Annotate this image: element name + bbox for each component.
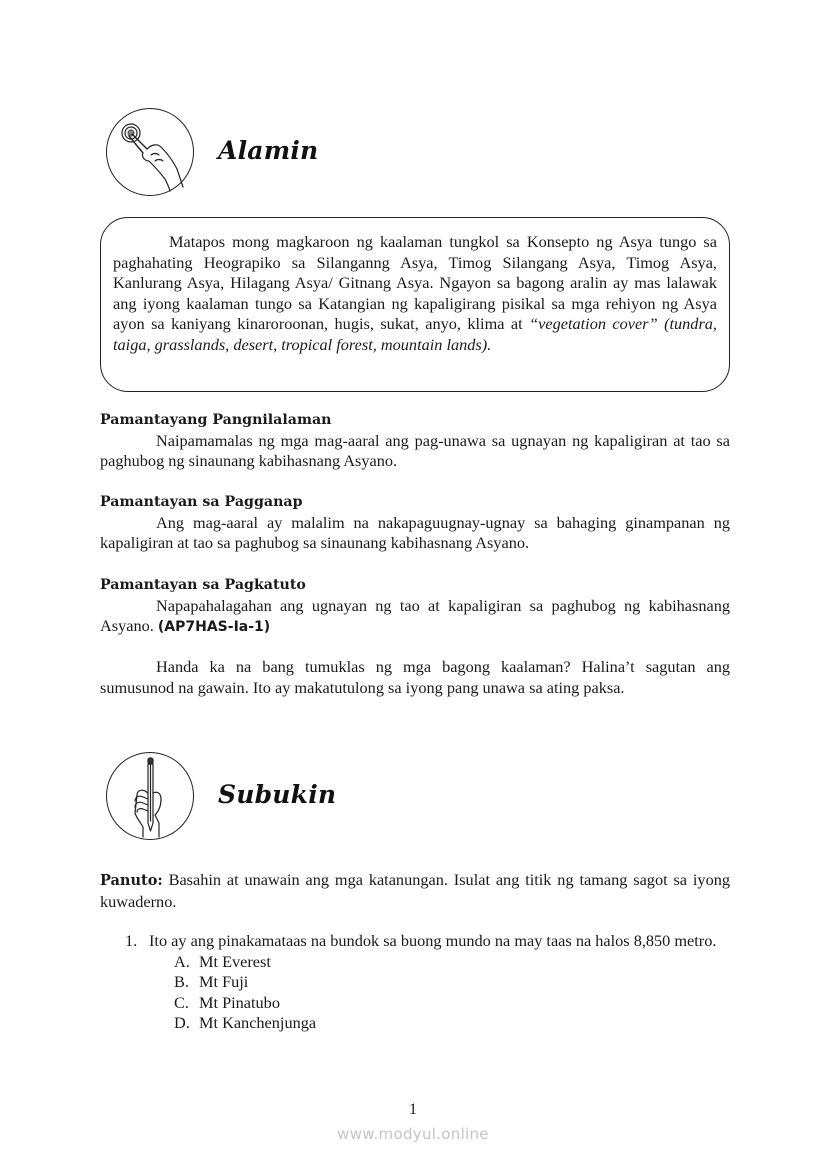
choice-item: [174, 993, 730, 1014]
standard-text: Naipamamalas ng mga mag-aaral ang pag-unawa sa ugnayan ng kapaligiran at tao sa paghubog ng sinaunang kabihasnang Asyano.: [100, 430, 730, 471]
standard-text-body: Napapahalagahan ang ugnayan ng tao at kapaligiran sa paghubog ng kabihasnang Asyano.: [100, 595, 730, 636]
instruction-text: Basahin at unawain ang mga katanungan. Isulat ang titik ng tamang sagot sa iyong kuwaderno.: [100, 870, 730, 911]
standard-heading: Pamantayan sa Pagganap: [100, 494, 303, 510]
watermark: www.modyul.online: [337, 1125, 489, 1143]
choice-letter: A.: [174, 951, 190, 971]
subukin-header: [106, 752, 506, 842]
choice-text: Mt Kanchenjunga: [199, 1013, 317, 1033]
question-text: Ito ay ang pinakamataas na bundok sa buong mundo na may taas na halos 8,850 metro.: [149, 931, 717, 950]
answer-choices: [174, 952, 730, 1034]
choice-item: [174, 1013, 730, 1034]
hand-touch-icon: [106, 108, 194, 196]
choice-text: Mt Pinatubo: [199, 992, 280, 1012]
standard-heading: Pamantayang Pangnilalaman: [100, 412, 332, 428]
choice-item: [174, 972, 730, 993]
hand-pencil-icon: [106, 752, 194, 840]
choice-text: Mt Everest: [199, 951, 271, 971]
instructions: [100, 870, 730, 912]
standard-performance: [100, 492, 730, 554]
standard-text: [100, 596, 730, 638]
closing-paragraph-block: [100, 657, 730, 698]
section-title-alamin: Alamin: [218, 136, 319, 165]
choice-letter: C.: [174, 992, 189, 1012]
question-item: [125, 931, 730, 1034]
competency-code: (AP7HAS-Ia-1): [157, 619, 271, 636]
intro-paragraph: [113, 232, 717, 356]
question-number: 1.: [125, 931, 138, 950]
standard-learning: [100, 575, 730, 638]
instruction-paragraph: [100, 870, 730, 912]
intro-text: Matapos mong magkaroon ng kaalaman tungkol sa Konsepto ng Asya tungo sa paghahating Heograpiko sa Silanganng Asya, Timog Silangang Asya, Timog Asya, Kanlurang Asya, Hilagang Asya/ Gitnang Asya. Ngayon sa bagong aralin ay mas lalawak ang iyong kaalaman tungo sa Katangian ng kapaligirang pisikal sa mga rehiyon ng Asya ayon sa kaniyang kinaroroonan, hugis, sukat, anyo, klima at: [113, 232, 717, 334]
intro-text-italic: “vegetation cover” (tundra, taiga, grasslands, desert, tropical forest, mountain lands).: [113, 314, 717, 354]
closing-paragraph: Handa ka na bang tumuklas ng mga bagong kaalaman? Halina’t sagutan ang sumusunod na gawain. Ito ay makatutulong sa iyong pang unawa sa ating paksa.: [100, 657, 730, 697]
standard-heading: Pamantayan sa Pagkatuto: [100, 577, 306, 593]
choice-text: Mt Fuji: [199, 972, 249, 992]
standard-text: Ang mag-aaral ay malalim na nakapaguugnay-ugnay sa bahaging ginampanan ng kapaligiran at tao sa paghubog sa sinaunang kabihasnang Asyano.: [100, 512, 730, 553]
instruction-label: Panuto:: [100, 872, 163, 889]
intro-box: [100, 217, 730, 392]
choice-letter: B.: [174, 972, 189, 992]
alamin-header: [106, 108, 506, 198]
choice-letter: D.: [174, 1013, 190, 1033]
standard-content: [100, 410, 730, 472]
section-title-subukin: Subukin: [218, 780, 337, 809]
choice-item: [174, 952, 730, 973]
page-number: 1: [409, 1101, 417, 1118]
